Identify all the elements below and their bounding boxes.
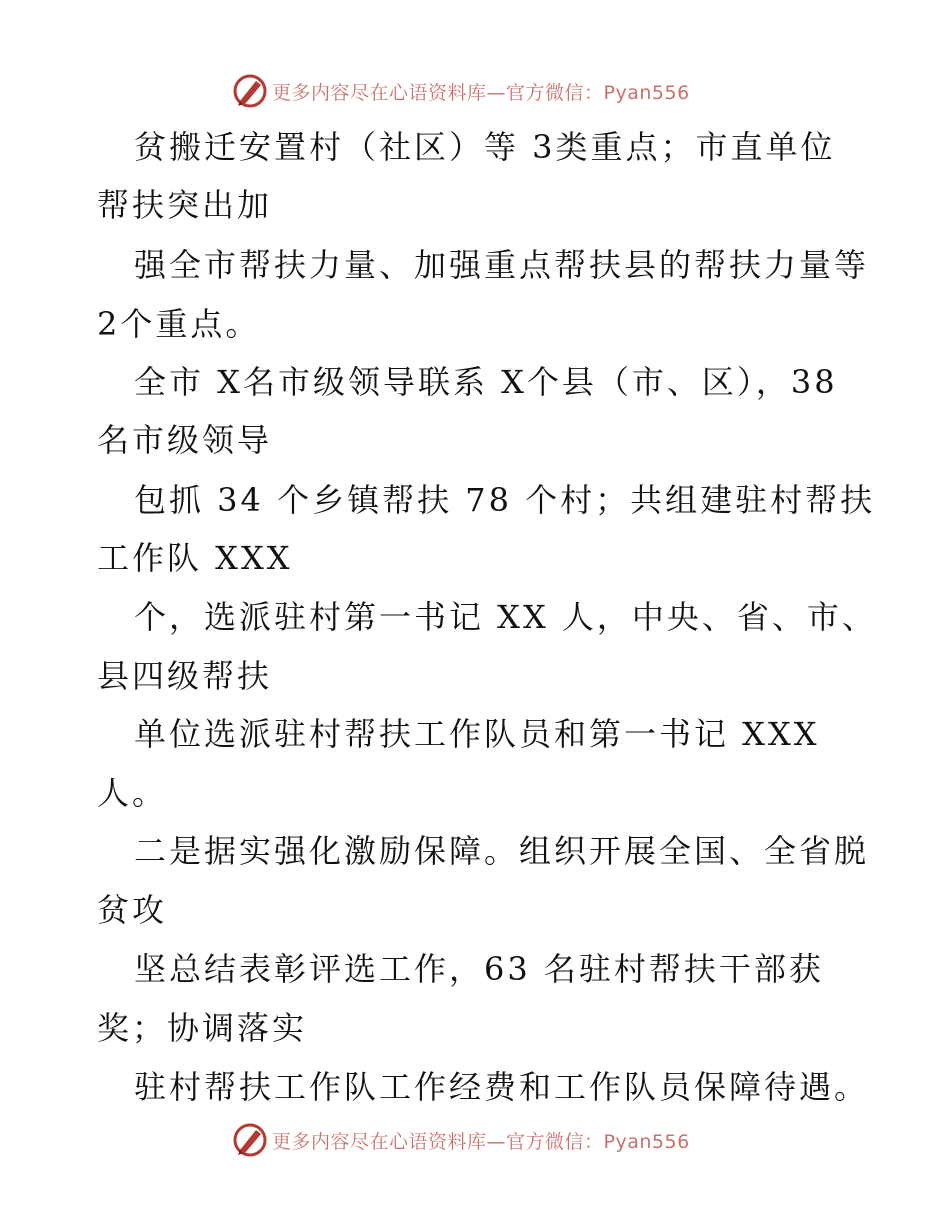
text-line: 工作队 XXX	[97, 539, 293, 577]
text-line: 2个重点。	[97, 305, 261, 343]
text-line: 县四级帮扶	[97, 657, 273, 695]
text-line: 全市 X名市级领导联系 X个县（市、区），38	[134, 363, 838, 401]
footer-watermark	[232, 1120, 690, 1160]
text-line: 人。	[97, 774, 168, 812]
pen-logo-icon	[232, 1122, 268, 1158]
text-line: 名市级领导	[97, 421, 273, 459]
text-line: 贫攻	[97, 891, 168, 929]
header-watermark	[232, 71, 690, 111]
text-line: 二是据实强化激励保障。组织开展全国、全省脱	[134, 832, 870, 870]
text-line: 奖；协调落实	[97, 1009, 308, 1047]
text-line: 单位选派驻村帮扶工作队员和第一书记 XXX	[134, 715, 820, 753]
pen-logo-icon	[232, 73, 268, 109]
text-line: 帮扶突出加	[97, 186, 273, 224]
text-line: 强全市帮扶力量、加强重点帮扶县的帮扶力量等	[134, 246, 870, 284]
text-line: 驻村帮扶工作队工作经费和工作队员保障待遇。	[134, 1068, 870, 1106]
text-line: 贫搬迁安置村（社区）等 3类重点；市直单位	[134, 128, 836, 166]
watermark-text: 更多内容尽在心语资料库—官方微信：Pyan556	[272, 1130, 690, 1153]
text-line: 包抓 34 个乡镇帮扶 78 个村；共组建驻村帮扶	[134, 481, 876, 519]
text-line: 坚总结表彰评选工作，63 名驻村帮扶干部获	[134, 950, 824, 988]
watermark-text: 更多内容尽在心语资料库—官方微信：Pyan556	[272, 81, 690, 104]
text-line: 个，选派驻村第一书记 XX 人，中央、省、市、	[134, 598, 877, 636]
